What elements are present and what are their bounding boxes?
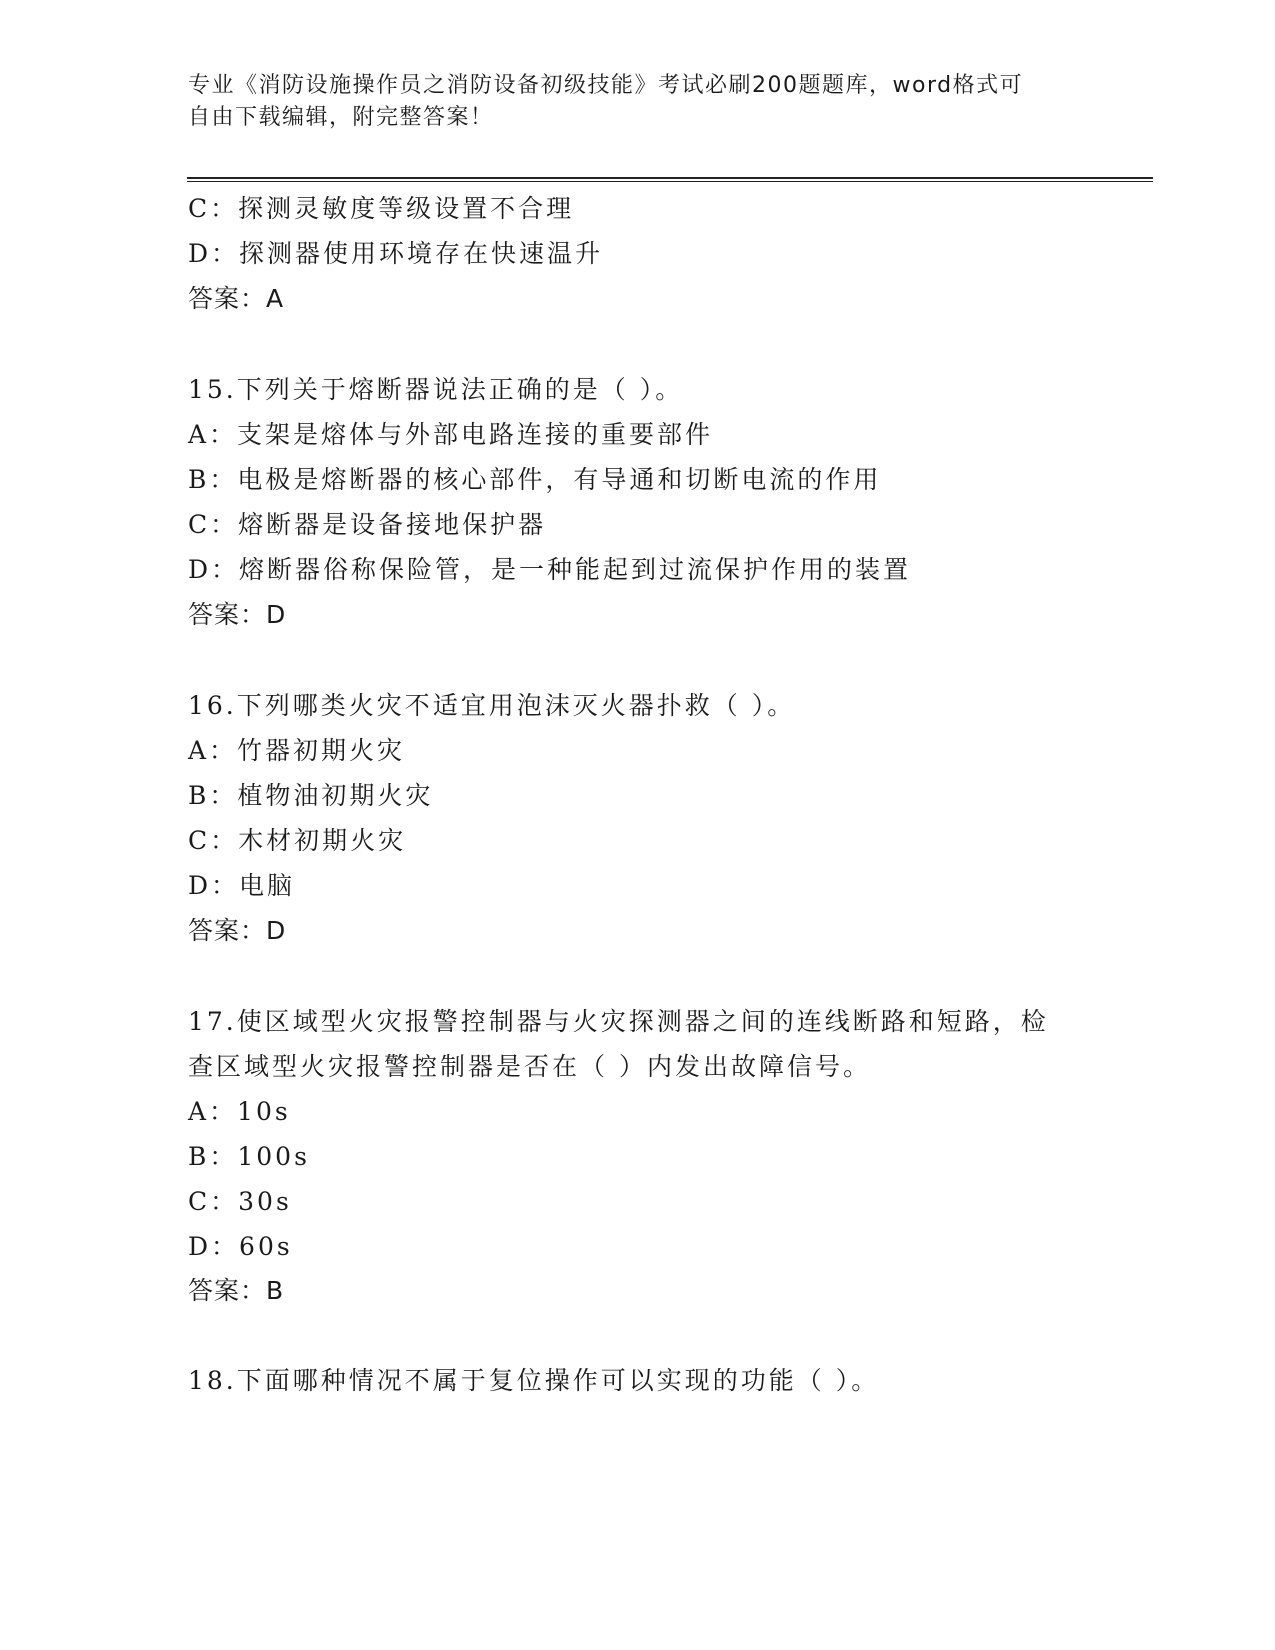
option-a: A：竹器初期火灾 (188, 736, 406, 765)
question-16: 16.下列哪类火灾不适宜用泡沫灭火器扑救（ ）。 (188, 691, 796, 720)
header-divider (187, 177, 1153, 182)
answer-line: 答案：B (188, 1276, 285, 1305)
option-b: B：100s (188, 1142, 310, 1171)
option-d: D：60s (188, 1232, 293, 1261)
option-b: B：植物油初期火灾 (188, 781, 434, 810)
option-b: B：电极是熔断器的核心部件，有导通和切断电流的作用 (188, 465, 882, 494)
answer-line: 答案：D (188, 916, 287, 945)
option-c: C：熔断器是设备接地保护器 (188, 510, 547, 539)
header-line-1: 专业《消防设施操作员之消防设备初级技能》考试必刷200题题库，word格式可 (188, 73, 1024, 98)
option-d: D：电脑 (188, 871, 296, 900)
answer-line: 答案：A (188, 284, 285, 313)
option-c: C：探测灵敏度等级设置不合理 (188, 194, 575, 223)
option-a: A：支架是熔体与外部电路连接的重要部件 (188, 420, 714, 449)
option-c: C：木材初期火灾 (188, 826, 407, 855)
answer-line: 答案：D (188, 600, 287, 629)
option-a: A：10s (188, 1097, 291, 1126)
header-line-2: 自由下载编辑，附完整答案！ (188, 105, 494, 130)
question-15: 15.下列关于熔断器说法正确的是（ ）。 (188, 375, 684, 404)
question-17-continued: 查区域型火灾报警控制器是否在（ ）内发出故障信号。 (188, 1052, 871, 1081)
option-d: D：熔断器俗称保险管，是一种能起到过流保护作用的装置 (188, 555, 912, 584)
question-17: 17.使区域型火灾报警控制器与火灾探测器之间的连线断路和短路，检 (188, 1007, 1049, 1036)
option-c: C：30s (188, 1187, 292, 1216)
option-d: D：探测器使用环境存在快速温升 (188, 239, 604, 268)
page-header (188, 70, 1088, 134)
question-18: 18.下面哪种情况不属于复位操作可以实现的功能（ ）。 (188, 1366, 880, 1395)
